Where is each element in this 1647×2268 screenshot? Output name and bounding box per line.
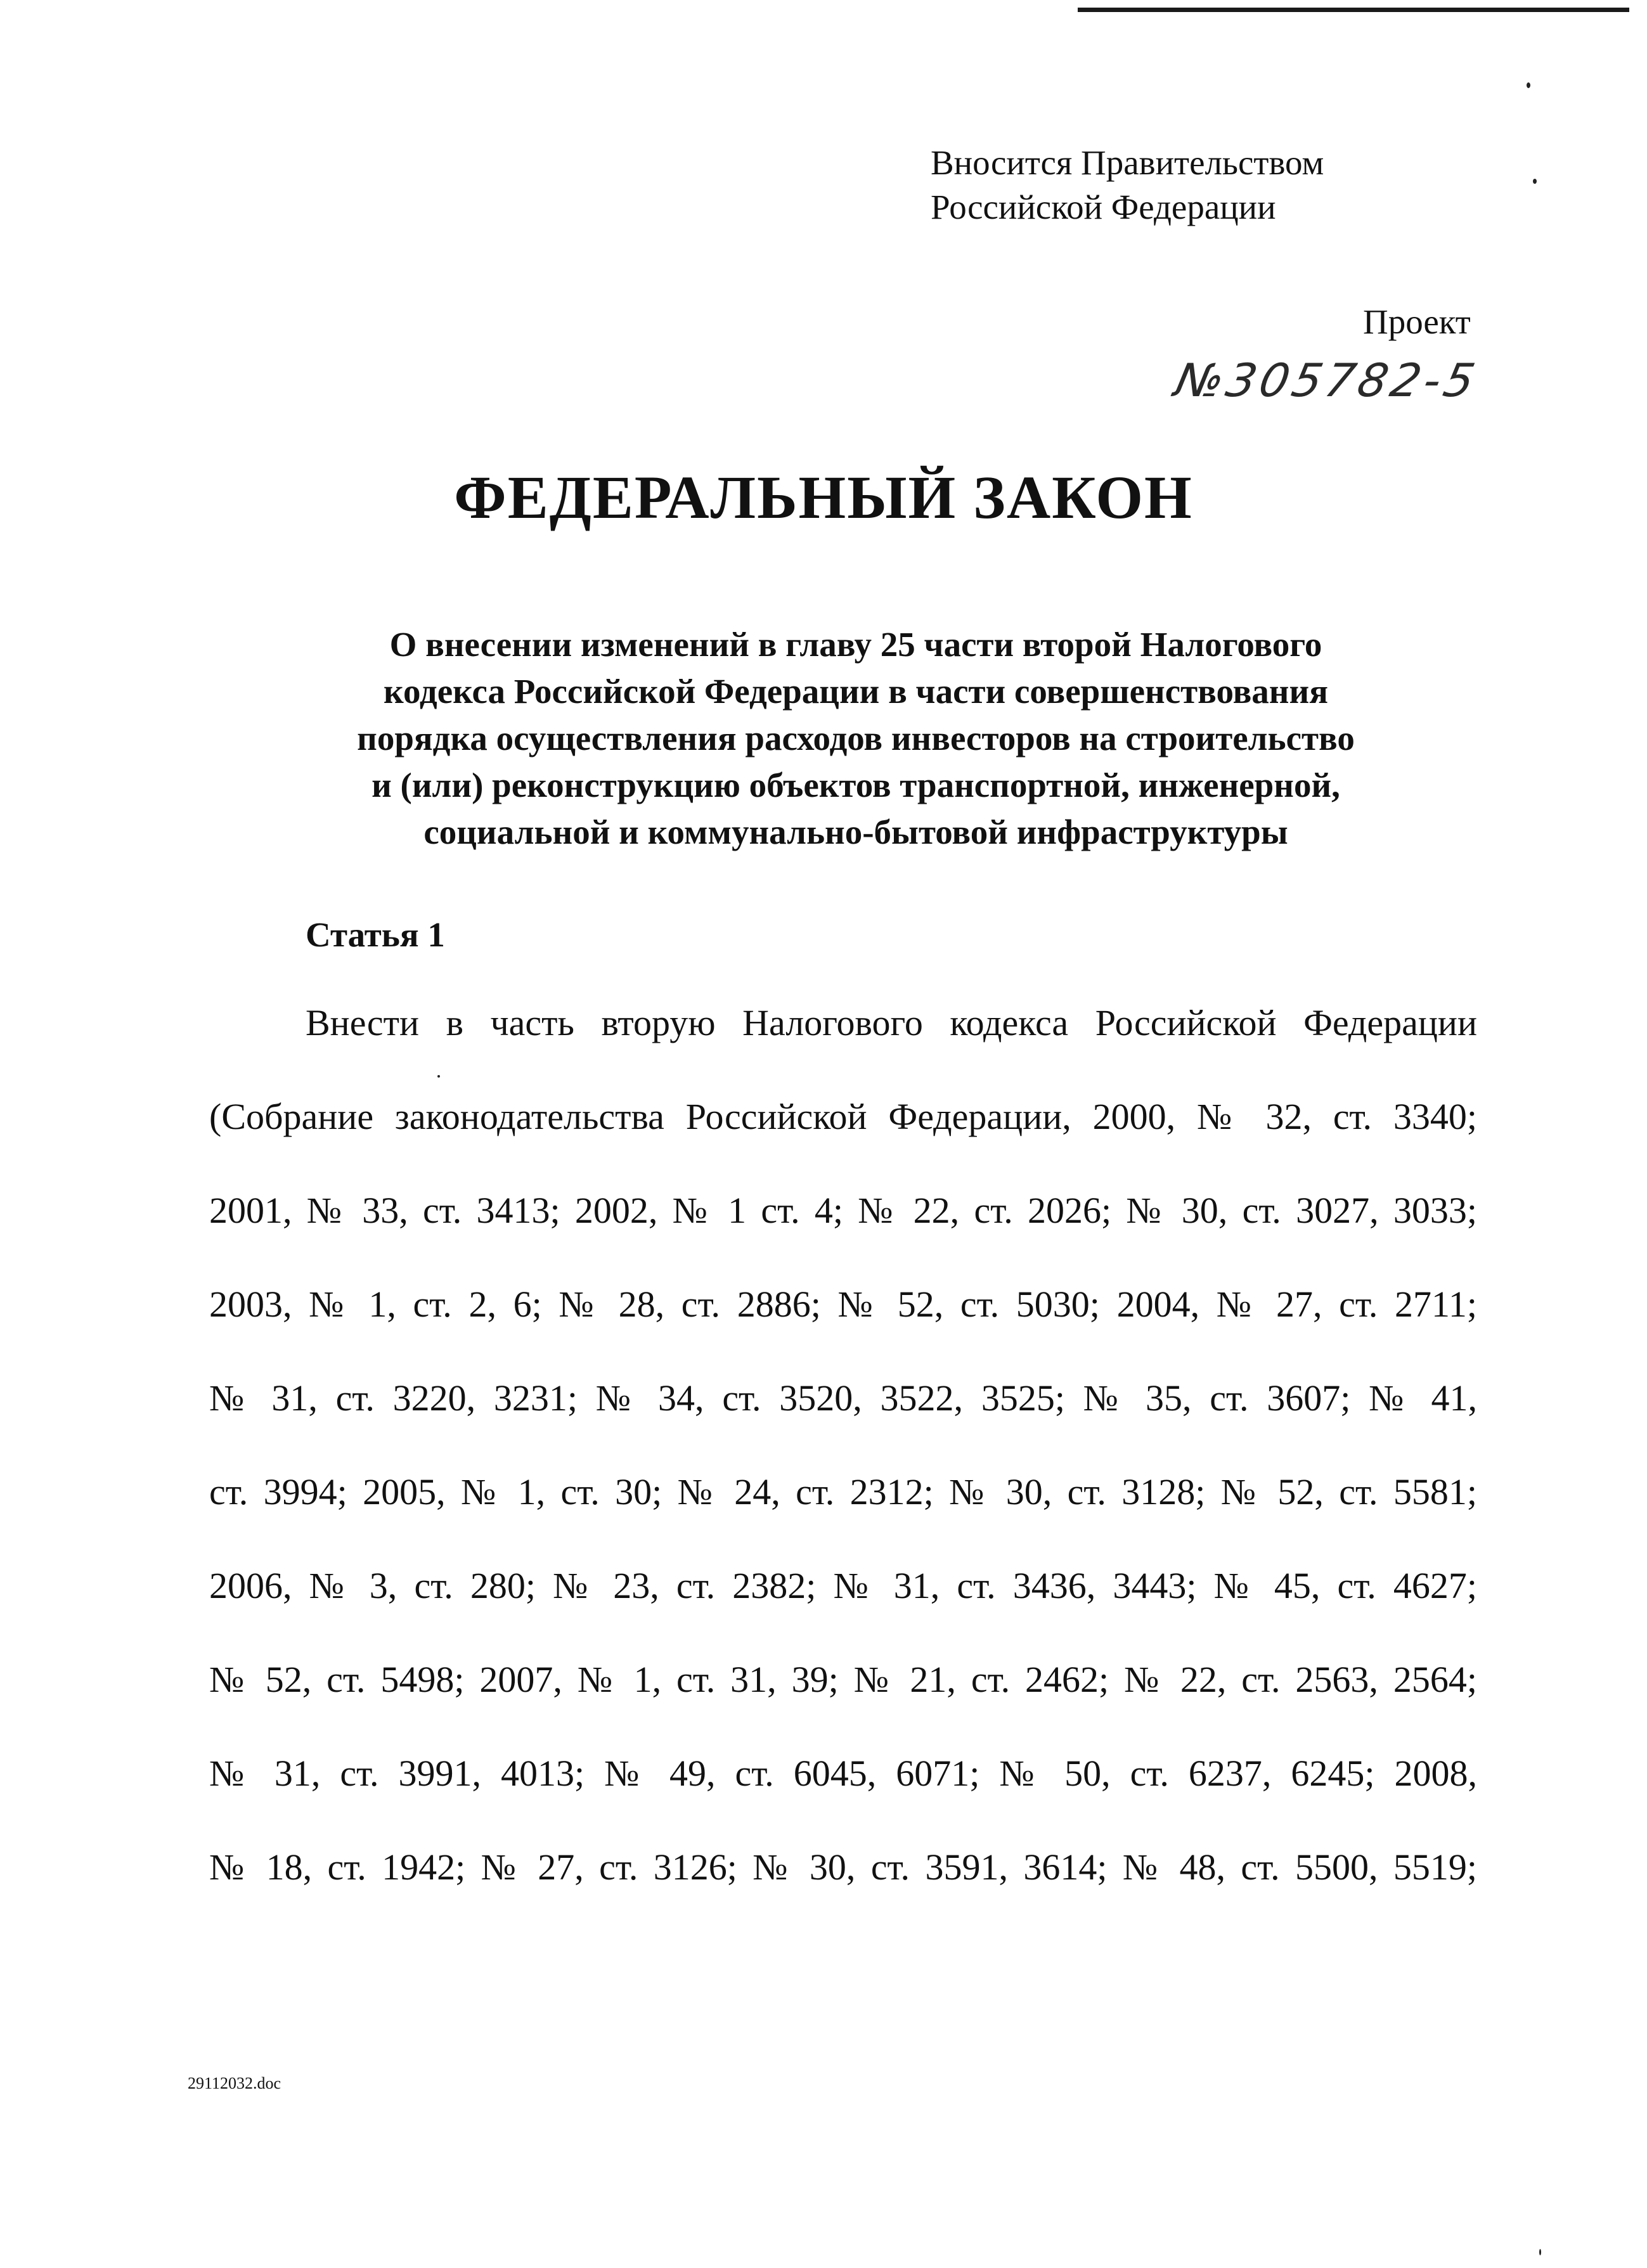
project-label: Проект [1363,302,1471,341]
body-line: № 31, ст. 3220, 3231; № 34, ст. 3520, 3522, 3525; № 35, ст. 3607; № 41, [209,1377,1477,1419]
body-line: № 31, ст. 3991, 4013; № 49, ст. 6045, 6071; № 50, ст. 6237, 6245; 2008, [209,1753,1477,1794]
subtitle-line: порядка осуществления расходов инвесторов на строительство [357,719,1355,757]
body-line: 2001, № 33, ст. 3413; 2002, № 1 ст. 4; № 22, ст. 2026; № 30, ст. 3027, 3033; [209,1190,1477,1231]
scan-top-line [1078,8,1629,12]
article-body [209,996,1477,1935]
submitter-line-1: Вносится Правительством [931,143,1324,182]
document-title: ФЕДЕРАЛЬНЫЙ ЗАКОН [454,463,1193,531]
footer-filename: 29112032.doc [188,2074,281,2092]
subtitle-line: социальной и коммунально-бытовой инфраструктуры [423,813,1288,851]
subtitle-line: кодекса Российской Федерации в части совершенствования [384,672,1328,711]
body-line: (Собрание законодательства Российской Федерации, 2000, № 32, ст. 3340; [209,1096,1477,1137]
body-line: № 18, ст. 1942; № 27, ст. 3126; № 30, ст. 3591, 3614; № 48, ст. 5500, 5519; [209,1846,1477,1888]
body-line: 2003, № 1, ст. 2, 6; № 28, ст. 2886; № 52, ст. 5030; 2004, № 27, ст. 2711; [209,1284,1477,1325]
subtitle-line: О внесении изменений в главу 25 части второй Налогового [389,625,1322,664]
subtitle-line: и (или) реконструкцию объектов транспортной, инженерной, [371,766,1340,804]
scan-speck [1527,82,1530,88]
registration-number: №305782-5 [1170,354,1483,407]
body-line: ст. 3994; 2005, № 1, ст. 30; № 24, ст. 2312; № 30, ст. 3128; № 52, ст. 5581; [209,1471,1477,1512]
body-line: № 52, ст. 5498; 2007, № 1, ст. 31, 39; № 21, ст. 2462; № 22, ст. 2563, 2564; [209,1659,1477,1700]
body-line: Внести в часть вторую Налогового кодекса Российской Федерации [306,1002,1477,1043]
submitter-line-2: Российской Федерации [931,188,1276,226]
scan-speck [437,1075,440,1078]
scan-speck [1539,2249,1541,2255]
scan-speck [1533,179,1537,184]
document-subtitle [190,621,1521,856]
submitter-block [931,141,1324,229]
article-heading: Статья 1 [306,915,445,954]
body-line: 2006, № 3, ст. 280; № 23, ст. 2382; № 31, ст. 3436, 3443; № 45, ст. 4627; [209,1565,1477,1606]
